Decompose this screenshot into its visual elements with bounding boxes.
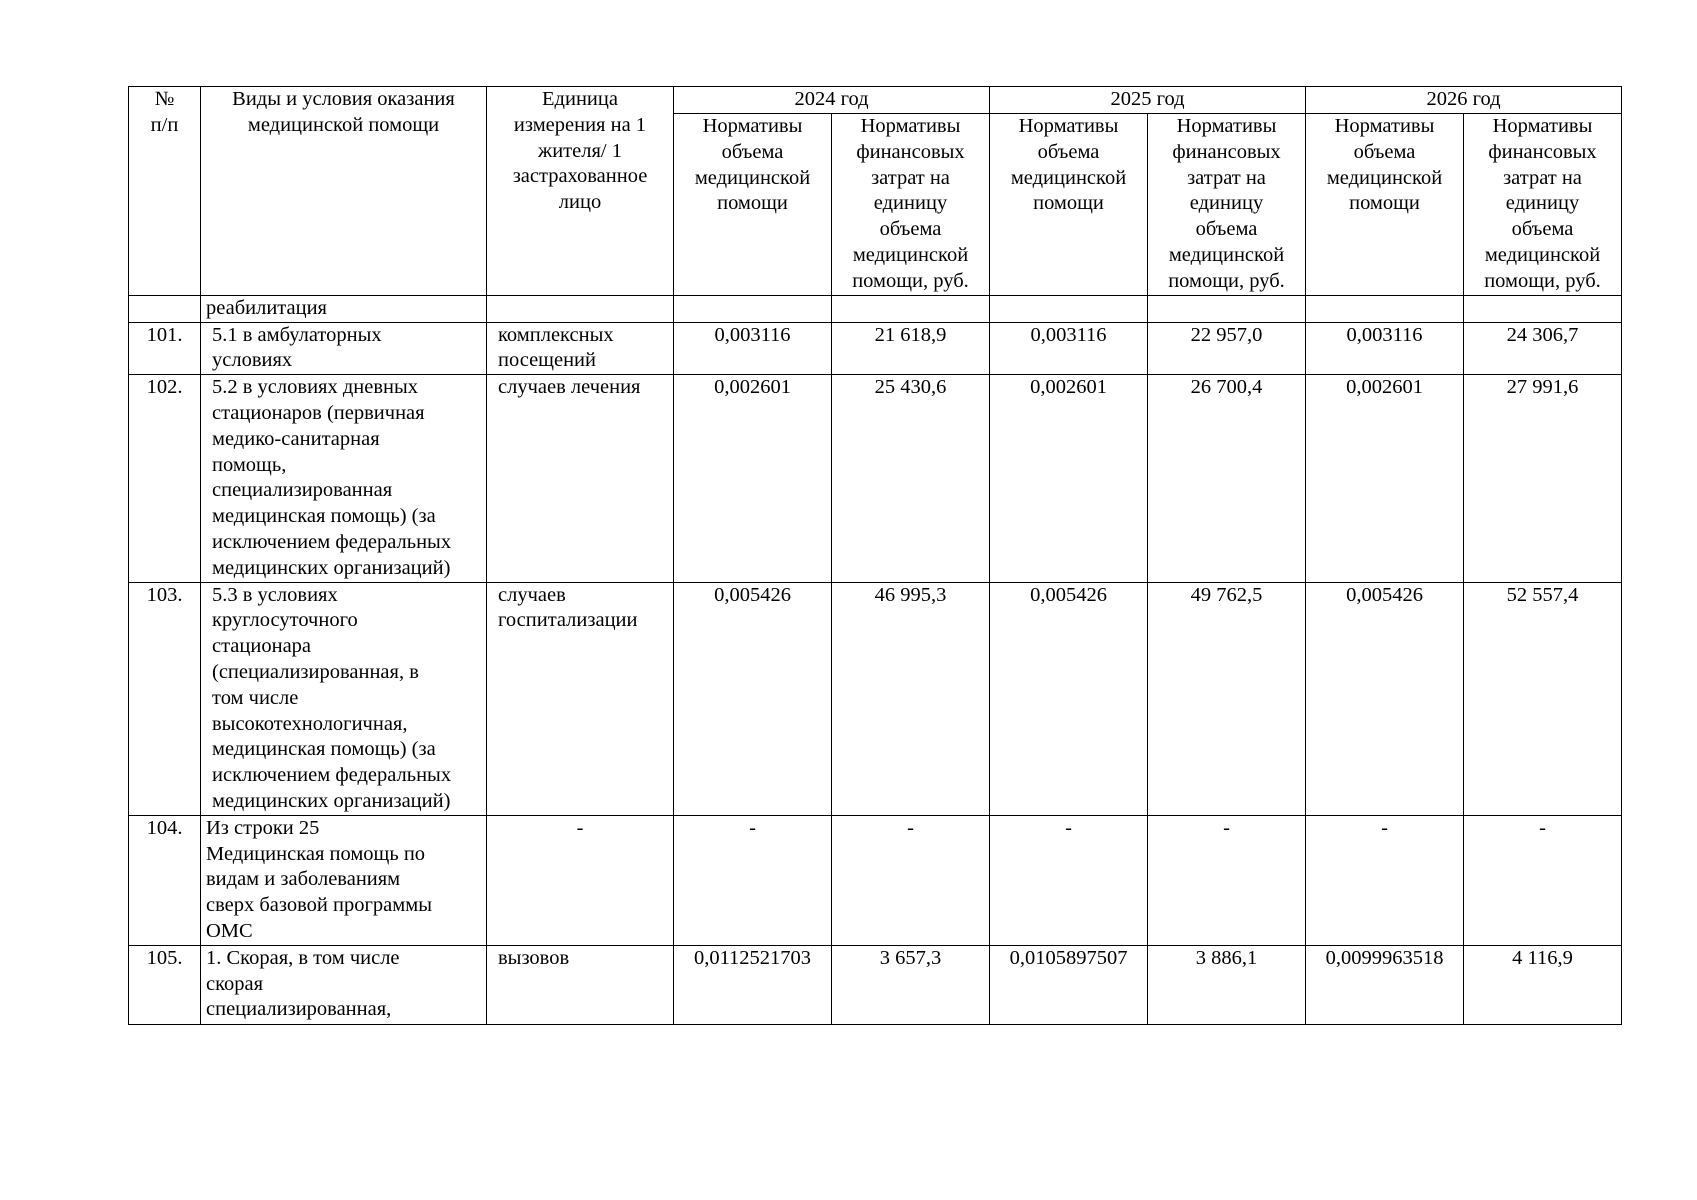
header-kind: Виды и условия оказания медицинской помощи (201, 87, 487, 296)
row-volume-2025: 0,0105897507 (990, 945, 1148, 1024)
row-cost-2024: 46 995,3 (832, 582, 990, 815)
header-number: № п/п (129, 87, 201, 296)
row-cost-2026: 52 557,4 (1464, 582, 1622, 815)
table-header-row (129, 87, 1622, 114)
row-cost-2024 (832, 295, 990, 322)
row-kind: 5.2 в условиях дневных стационаров (первичная медико-санитарная помощь, специализированная медицинская помощь) (за исключением федеральных медицинских организаций) (201, 375, 487, 582)
row-cost-2026: - (1464, 815, 1622, 945)
row-cost-2026: 27 991,6 (1464, 375, 1622, 582)
row-kind: 1. Скорая, в том числе скорая специализированная, (201, 945, 487, 1024)
norms-table (128, 86, 1622, 1025)
row-volume-2024: - (674, 815, 832, 945)
row-cost-2025: 26 700,4 (1148, 375, 1306, 582)
table-row (129, 582, 1622, 815)
row-volume-2024: 0,0112521703 (674, 945, 832, 1024)
row-volume-2026: 0,0099963518 (1306, 945, 1464, 1024)
row-cost-2025: - (1148, 815, 1306, 945)
row-kind: реабилитация (201, 295, 487, 322)
row-unit (487, 295, 674, 322)
row-volume-2025 (990, 295, 1148, 322)
row-volume-2026: 0,005426 (1306, 582, 1464, 815)
table-row (129, 945, 1622, 1024)
header-cost-2025: Нормативы финансовых затрат на единицу объема медицинской помощи, руб. (1148, 114, 1306, 296)
row-cost-2025: 3 886,1 (1148, 945, 1306, 1024)
row-kind: 5.3 в условиях круглосуточного стационара (специализированная, в том числе высокотехнологичная, медицинская помощь) (за исключением федеральных медицинских организаций) (201, 582, 487, 815)
row-cost-2026: 4 116,9 (1464, 945, 1622, 1024)
row-volume-2026: - (1306, 815, 1464, 945)
row-cost-2025: 49 762,5 (1148, 582, 1306, 815)
row-volume-2025: 0,005426 (990, 582, 1148, 815)
header-volume-2025: Нормативы объема медицинской помощи (990, 114, 1148, 296)
row-volume-2024: 0,005426 (674, 582, 832, 815)
header-unit: Единица измерения на 1 жителя/ 1 застрахованное лицо (487, 87, 674, 296)
header-cost-2024: Нормативы финансовых затрат на единицу объема медицинской помощи, руб. (832, 114, 990, 296)
row-volume-2024: 0,002601 (674, 375, 832, 582)
table-row (129, 375, 1622, 582)
row-cost-2025 (1148, 295, 1306, 322)
row-cost-2024: 3 657,3 (832, 945, 990, 1024)
row-volume-2026: 0,002601 (1306, 375, 1464, 582)
header-year-2024: 2024 год (674, 87, 990, 114)
row-unit: случаев госпитализации (487, 582, 674, 815)
row-cost-2024: 25 430,6 (832, 375, 990, 582)
row-volume-2025: - (990, 815, 1148, 945)
row-number: 102. (129, 375, 201, 582)
row-unit: комплексных посещений (487, 322, 674, 375)
row-cost-2024: - (832, 815, 990, 945)
row-number: 105. (129, 945, 201, 1024)
row-number: 104. (129, 815, 201, 945)
table-row (129, 322, 1622, 375)
row-number (129, 295, 201, 322)
row-volume-2026: 0,003116 (1306, 322, 1464, 375)
row-volume-2025: 0,002601 (990, 375, 1148, 582)
row-unit: вызовов (487, 945, 674, 1024)
row-cost-2024: 21 618,9 (832, 322, 990, 375)
row-number: 103. (129, 582, 201, 815)
row-kind: 5.1 в амбулаторных условиях (201, 322, 487, 375)
row-volume-2024: 0,003116 (674, 322, 832, 375)
table-row (129, 815, 1622, 945)
row-unit: - (487, 815, 674, 945)
row-number: 101. (129, 322, 201, 375)
table-row (129, 295, 1622, 322)
header-cost-2026: Нормативы финансовых затрат на единицу объема медицинской помощи, руб. (1464, 114, 1622, 296)
row-cost-2026: 24 306,7 (1464, 322, 1622, 375)
row-cost-2025: 22 957,0 (1148, 322, 1306, 375)
header-year-2026: 2026 год (1306, 87, 1622, 114)
row-volume-2025: 0,003116 (990, 322, 1148, 375)
row-unit: случаев лечения (487, 375, 674, 582)
row-volume-2024 (674, 295, 832, 322)
row-kind: Из строки 25 Медицинская помощь по видам и заболеваниям сверх базовой программы ОМС (201, 815, 487, 945)
header-year-2025: 2025 год (990, 87, 1306, 114)
header-volume-2026: Нормативы объема медицинской помощи (1306, 114, 1464, 296)
header-volume-2024: Нормативы объема медицинской помощи (674, 114, 832, 296)
row-cost-2026 (1464, 295, 1622, 322)
row-volume-2026 (1306, 295, 1464, 322)
